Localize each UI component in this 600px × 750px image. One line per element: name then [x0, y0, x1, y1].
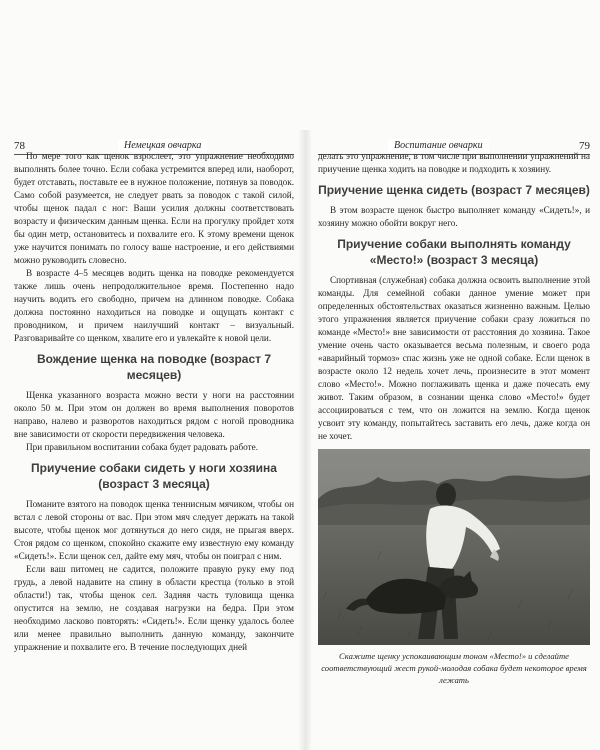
right-page	[318, 150, 590, 686]
left-heading-1: Вождение щенка на поводке (возраст 7 месяцев)	[36, 352, 272, 382]
left-intro-paragraph-2: В возрасте 4–5 месяцев водить щенка на поводке рекомендуется также лишь очень непродолжительное время. Постепенно надо научить водить его свободно, причем на длинном поводке. Собака должна постоянно находиться на поводке и ощущать контакт с проводником, и причем наилучший контакт – визуальный. Разговаривайте со щенком, хвалите его и увлекайте к новой цели.	[14, 268, 294, 343]
left-heading-2: Приучение собаки сидеть у ноги хозяина (возраст 3 месяца)	[31, 461, 277, 491]
left-intro-paragraph-1: По мере того как щенок взрослеет, это упражнение необходимо выполнять более точно. Если собака устремится вперед или, наоборот, будет отставать, поставьте ее в нужное положение, потянув за поводок. Само собой разумеется, не следует рвать за поводок с такой силой, чтобы щенок падал с ног: Ваши усилия должны соответствовать возрасту и физическим данным щенка. Если на прогулку пройдет хотя бы один метр, остановитесь и похвалите его. К этому времени щенок уже научится понимать по голосу ваше настроение, и его действиями можно руководить словесно.	[14, 151, 294, 265]
left-section-1	[14, 389, 294, 454]
photo-caption: Скажите щенку успокаивающим тоном «Место!» и сделайте соответствующий жест рукой-молодая собака будет некоторое время лежать	[321, 651, 587, 685]
right-section1-paragraph-1: В этом возрасте щенок быстро выполняет команду «Сидеть!», и хозяину можно обойти вокруг него.	[318, 205, 590, 228]
left-intro	[14, 150, 294, 345]
right-heading-1: Приучение щенка сидеть (возраст 7 месяцев)	[318, 183, 590, 197]
left-section1-paragraph-1: Щенка указанного возраста можно вести у ноги на расстоянии около 50 м. При этом он должен во время выполнения поворотов направо, налево и разворотов находиться рядом с ногой проводника вне зависимости от скорости передвижения человека.	[14, 390, 294, 439]
right-page-number: 79	[579, 140, 590, 152]
training-photo	[318, 449, 590, 645]
training-photo-image	[318, 449, 590, 645]
right-section2-paragraph-1: Спортивная (служебная) собака должна освоить выполнение этой команды. Для семейной собаки данное умение может при определенных обстоятельствах оказаться жизненно важным. Целью этого упражнения является приучение собаки сразу ложиться по команде «Место!» вне зависимости от расстояния до хозяина. Такое умение очень часто оказывается весьма полезным, и своего рода «аварийный тормоз» спас жизнь уже не одной собаке. Если щенок в возрасте около 12 недель хочет лечь, произнесите в этот момент слово «Место!». Можно поглаживать щенка и даже почесать ему живот. Таким образом, в сознании щенка слово «Место!» будет ассоциироваться с тем, что он ложится на землю. Когда щенок усвоит эту команду, попытайтесь заставить его лечь, даже когда он не хочет.	[318, 275, 590, 441]
right-intro	[318, 150, 590, 176]
right-section-1	[318, 204, 590, 230]
right-section-2	[318, 274, 590, 443]
left-running-title: Немецкая овчарка	[118, 139, 207, 153]
right-heading-2: Приучение собаки выполнять команду «Место!» (возраст 3 месяца)	[337, 237, 571, 267]
right-running-title: Воспитание овчарки	[388, 139, 489, 153]
book-gutter	[298, 130, 312, 750]
left-section-2	[14, 498, 294, 654]
right-intro-paragraph: делать это упражнение, в том числе при выполнении упражнений на приучение щенка ходить на поводке и подходить к хозяину.	[318, 151, 590, 174]
left-section2-paragraph-2: Если ваш питомец не садится, положите правую руку ему под грудь, а левой надавите на спину в области крестца (только в этой области!) так, чтобы щенок сел. Задняя часть туловища щенка опустится на землю, не создавая нагрузки на бедра. При этом необходимо ласково повторять: «Сидеть!». Если щенку удалось более или менее правильно выполнить данную команду, закончите упражнение и похвалите его. В течение последующих дней	[14, 564, 294, 652]
left-section2-paragraph-1: Поманите взятого на поводок щенка теннисным мячиком, чтобы он встал с левой стороны от вас. При этом мяч следует держать на такой высоте, чтобы щенок мог дотянуться до него сидя, не прыгая вверх. Стоя рядом со щенком, спокойно скажите ему известную ему команду «Сидеть!». Если щенок сел, дайте ему мяч, чтобы он поиграл с ним.	[14, 499, 294, 561]
left-page	[14, 150, 294, 654]
left-page-number: 78	[14, 140, 25, 152]
left-section1-paragraph-2: При правильном воспитании собака будет радовать работе.	[26, 442, 259, 452]
